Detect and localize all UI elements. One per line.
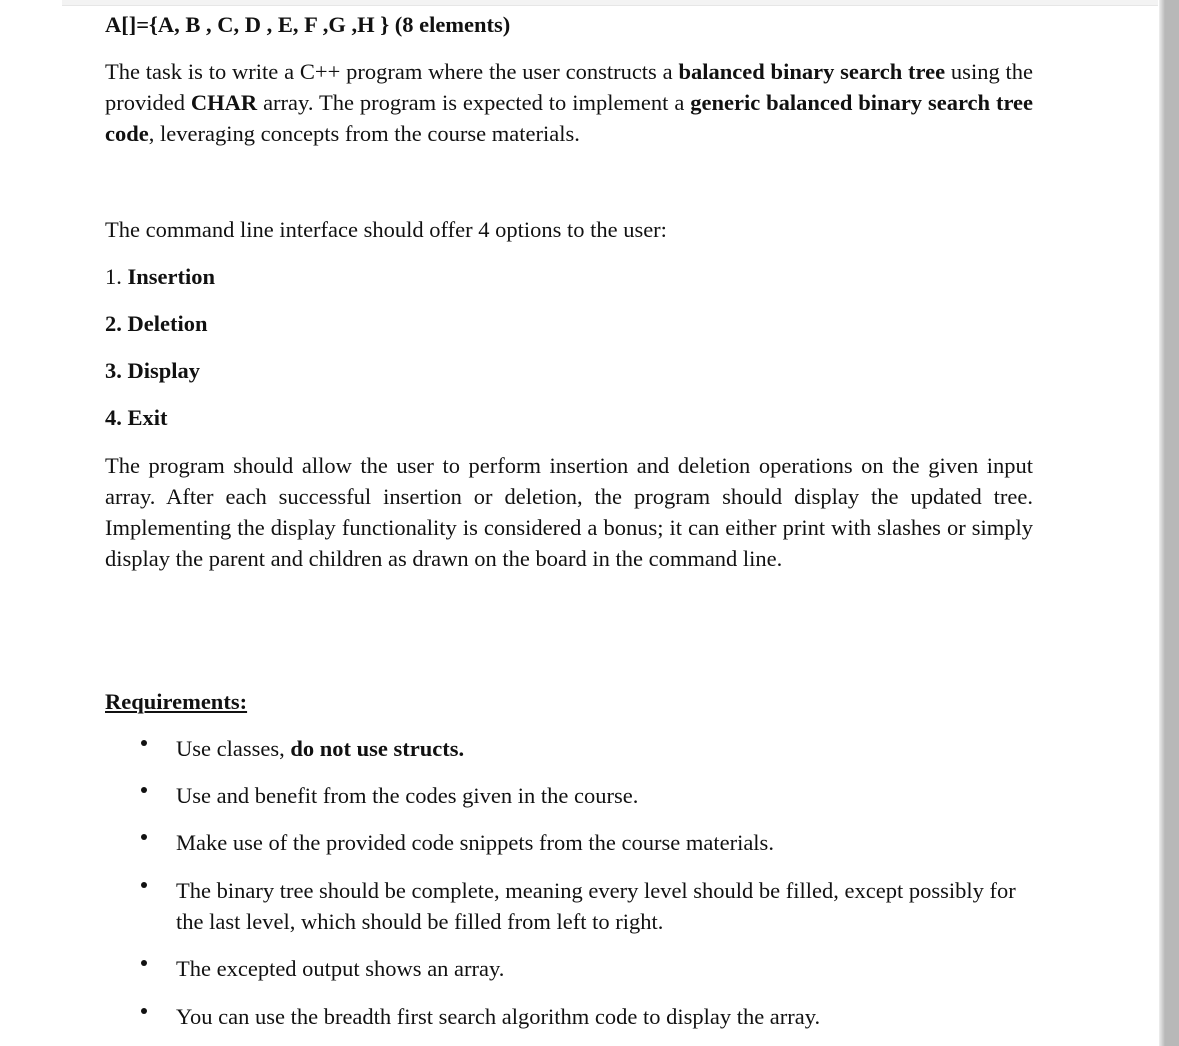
requirement-text: Use classes, [176, 736, 291, 761]
option-item [105, 261, 215, 292]
intro-text-2: using the provided [105, 59, 1034, 115]
intro-text-4: , leveraging concepts from the course materials. [148, 121, 580, 146]
option-number: 2. [105, 311, 128, 336]
bullet-icon [141, 1008, 147, 1014]
option-item [105, 355, 200, 386]
bullet-icon [141, 787, 147, 793]
option-item [105, 308, 207, 339]
cli-intro: The command line interface should offer 4 options to the user: [105, 217, 667, 242]
bullet-icon [141, 882, 147, 888]
intro-text-3: array. The program is expected to implement a [257, 90, 691, 115]
requirement-item: Make use of the provided code snippets from the course materials. [176, 830, 774, 855]
page-right-edge [1159, 0, 1179, 1046]
option-number: 3. [105, 358, 128, 383]
requirement-bold: do not use structs. [290, 736, 465, 761]
intro-bold-3: generic balanced binary search tree code [105, 90, 1034, 146]
bullet-icon [141, 834, 147, 840]
program-paragraph: The program should allow the user to perform insertion and deletion operations on the given input array. After each successful insertion or deletion, the program should display the updated tree. Implementing the display functionality is considered a bonus; it can either print with slashes or simply display the parent and children as drawn on the board in the command line. [105, 453, 1033, 571]
bullet-icon [141, 960, 147, 966]
option-number: 4. [105, 405, 128, 430]
option-label: Deletion [127, 311, 208, 336]
requirement-item: You can use the breadth first search algorithm code to display the array. [176, 1004, 821, 1029]
requirement-item: Use and benefit from the codes given in the course. [176, 783, 639, 808]
requirement-item: The binary tree should be complete, meaning every level should be filled, except possibly for the last level, which should be filled from left to right. [176, 878, 1016, 934]
intro-text-1: The task is to write a C++ program where the user constructs a [105, 59, 679, 84]
option-label: Exit [127, 405, 168, 430]
option-label: Display [127, 358, 201, 383]
intro-bold-2: CHAR [190, 90, 258, 115]
intro-paragraph [105, 56, 1033, 149]
option-label: Insertion [127, 264, 216, 289]
requirement-item [176, 733, 1036, 764]
requirements-title: Requirements: [105, 689, 248, 714]
option-number: 1. [105, 264, 128, 289]
array-heading: A[]={A, B , C, D , E, F ,G ,H } (8 elements) [105, 12, 511, 37]
bullet-icon [141, 740, 147, 746]
requirement-item: The excepted output shows an array. [176, 956, 505, 981]
page-top-edge [62, 0, 1158, 6]
option-item [105, 402, 168, 433]
intro-bold-1: balanced binary search tree [678, 59, 946, 84]
